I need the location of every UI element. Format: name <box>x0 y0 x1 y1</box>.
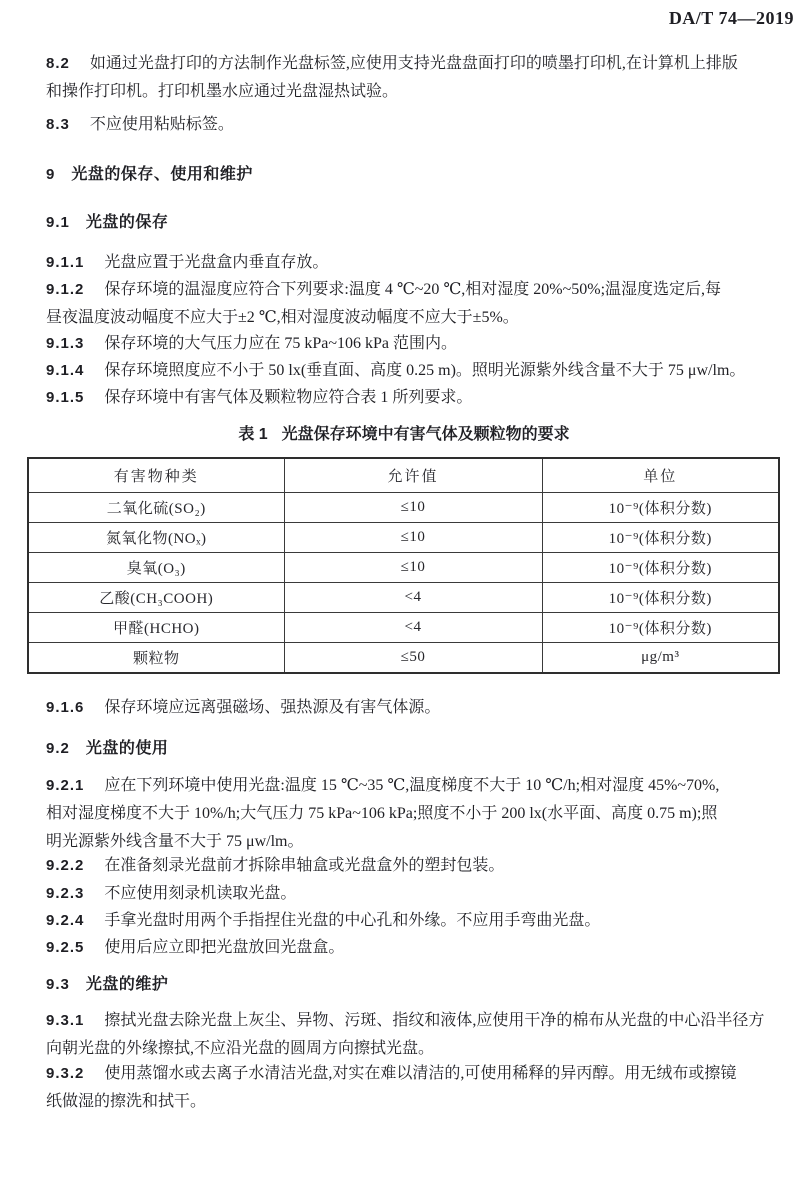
section-number: 9.3 <box>46 976 70 993</box>
clause-number: 9.1.1 <box>46 254 85 271</box>
clause-9-1-4 <box>46 357 784 385</box>
clause-number: 9.3.2 <box>46 1065 85 1082</box>
table-row <box>28 583 779 613</box>
clause-9-3-1 <box>46 1007 784 1063</box>
cell-pollutant: 乙酸(CH₃COOH) <box>28 583 284 613</box>
cell-unit: 10⁻⁹(体积分数) <box>542 553 779 583</box>
clause-9-2-1 <box>46 772 784 856</box>
clause-9-1-6 <box>46 694 784 722</box>
clause-text: 保存环境中有害气体及颗粒物应符合表 1 所列要求。 <box>104 389 473 406</box>
cell-allowed: ≤10 <box>284 553 542 583</box>
clause-text: 光盘应置于光盘盒内垂直存放。 <box>104 254 329 271</box>
clause-text: 相对湿度梯度不大于 10%/h;大气压力 75 kPa~106 kPa;照度不小于 200 lx(水平面、高度 0.75 m);照 <box>46 805 718 822</box>
cell-unit: 10⁻⁹(体积分数) <box>542 523 779 553</box>
clause-number: 9.1.4 <box>46 362 85 379</box>
standard-number: DA/T 74—2019 <box>668 8 794 28</box>
section-title: 光盘的保存 <box>85 214 169 231</box>
cell-unit: 10⁻⁹(体积分数) <box>542 493 779 523</box>
clause-text: 擦拭光盘去除光盘上灰尘、异物、污斑、指纹和液体,应使用干净的棉布从光盘的中心沿半径方 <box>104 1012 765 1029</box>
clause-text: 向朝光盘的外缘擦拭,不应沿光盘的圆周方向擦拭光盘。 <box>46 1040 435 1057</box>
table-1-caption <box>0 421 808 449</box>
clause-number: 9.1.6 <box>46 699 85 716</box>
clause-number: 9.2.4 <box>46 912 85 929</box>
cell-pollutant: 氮氧化物(NOₓ) <box>28 523 284 553</box>
clause-number: 9.2.1 <box>46 777 85 794</box>
col-header-pollutant: 有害物种类 <box>28 458 284 493</box>
clause-9-2-2 <box>46 852 784 880</box>
clause-9-2-3 <box>46 880 784 908</box>
table-row <box>28 553 779 583</box>
cell-allowed: <4 <box>284 583 542 613</box>
cell-pollutant: 甲醛(HCHO) <box>28 613 284 643</box>
clause-text: 应在下列环境中使用光盘:温度 15 ℃~35 ℃,温度梯度不大于 10 ℃/h;相对湿度 45%~70%, <box>104 777 720 794</box>
clause-text: 如通过光盘打印的方法制作光盘标签,应使用支持光盘盘面打印的喷墨打印机,在计算机上排版 <box>89 55 738 72</box>
clause-8-3 <box>46 111 784 139</box>
cell-pollutant: 颗粒物 <box>28 643 284 674</box>
table-header-row <box>28 458 779 493</box>
table-1-label: 表 1 <box>238 426 268 443</box>
clause-9-2-5 <box>46 934 784 962</box>
clause-number: 9.2.2 <box>46 857 85 874</box>
section-9-1-heading <box>46 209 784 237</box>
table-row <box>28 523 779 553</box>
cell-allowed: ≤10 <box>284 523 542 553</box>
clause-9-1-2 <box>46 276 784 332</box>
clause-8-2 <box>46 50 784 106</box>
col-header-unit: 单位 <box>542 458 779 493</box>
cell-allowed: ≤50 <box>284 643 542 674</box>
clause-number: 9.2.5 <box>46 939 85 956</box>
clause-text: 纸做湿的擦洗和拭干。 <box>46 1093 207 1110</box>
clause-number: 8.3 <box>46 116 70 133</box>
clause-number: 9.3.1 <box>46 1012 85 1029</box>
clause-text: 使用蒸馏水或去离子水清洁光盘,对实在难以清洁的,可使用稀释的异丙醇。用无绒布或擦镜 <box>104 1065 737 1082</box>
clause-9-2-4 <box>46 907 784 935</box>
cell-allowed: ≤10 <box>284 493 542 523</box>
clause-text: 手拿光盘时用两个手指捏住光盘的中心孔和外缘。不应用手弯曲光盘。 <box>104 912 601 929</box>
clause-9-1-1 <box>46 249 784 277</box>
table-row <box>28 493 779 523</box>
clause-text: 明光源紫外线含量不大于 75 μw/lm。 <box>46 833 304 850</box>
clause-number: 8.2 <box>46 55 70 72</box>
clause-number: 9.1.3 <box>46 335 85 352</box>
clause-text: 昼夜温度波动幅度不应大于±2 ℃,相对湿度波动幅度不应大于±5%。 <box>46 309 519 326</box>
table-row <box>28 613 779 643</box>
clause-number: 9.1.2 <box>46 281 85 298</box>
section-9-heading <box>46 161 784 189</box>
table-row <box>28 643 779 674</box>
clause-text: 使用后应立即把光盘放回光盘盒。 <box>104 939 345 956</box>
cell-unit: 10⁻⁹(体积分数) <box>542 613 779 643</box>
table-1 <box>27 457 778 674</box>
cell-unit: 10⁻⁹(体积分数) <box>542 583 779 613</box>
clause-text: 和操作打印机。打印机墨水应通过光盘湿热试验。 <box>46 83 399 100</box>
section-9-3-heading <box>46 971 784 999</box>
section-title: 光盘的保存、使用和维护 <box>71 166 253 183</box>
clause-number: 9.2.3 <box>46 885 85 902</box>
cell-allowed: <4 <box>284 613 542 643</box>
section-title: 光盘的使用 <box>85 740 169 757</box>
clause-text: 不应使用刻录机读取光盘。 <box>104 885 297 902</box>
cell-pollutant: 臭氧(O₃) <box>28 553 284 583</box>
clause-9-1-3 <box>46 330 784 358</box>
clause-number: 9.1.5 <box>46 389 85 406</box>
section-number: 9.2 <box>46 740 70 757</box>
clause-text: 保存环境的大气压力应在 75 kPa~106 kPa 范围内。 <box>104 335 458 352</box>
section-number: 9.1 <box>46 214 70 231</box>
section-title: 光盘的维护 <box>85 976 169 993</box>
clause-text: 保存环境照度应不小于 50 lx(垂直面、高度 0.25 m)。照明光源紫外线含量不大于 75 μw/lm。 <box>104 362 746 379</box>
clause-text: 保存环境应远离强磁场、强热源及有害气体源。 <box>104 699 441 716</box>
col-header-allowed: 允许值 <box>284 458 542 493</box>
table-1-title: 光盘保存环境中有害气体及颗粒物的要求 <box>281 426 570 443</box>
clause-9-1-5 <box>46 384 784 412</box>
clause-text: 不应使用粘贴标签。 <box>89 116 234 133</box>
clause-text: 保存环境的温湿度应符合下列要求:温度 4 ℃~20 ℃,相对湿度 20%~50%;温湿度选定后,每 <box>104 281 722 298</box>
cell-unit: μg/m³ <box>542 643 779 674</box>
clause-text: 在准备刻录光盘前才拆除串轴盒或光盘盒外的塑封包装。 <box>104 857 505 874</box>
section-9-2-heading <box>46 735 784 763</box>
clause-9-3-2 <box>46 1060 784 1116</box>
section-number: 9 <box>46 166 56 183</box>
cell-pollutant: 二氧化硫(SO₂) <box>28 493 284 523</box>
